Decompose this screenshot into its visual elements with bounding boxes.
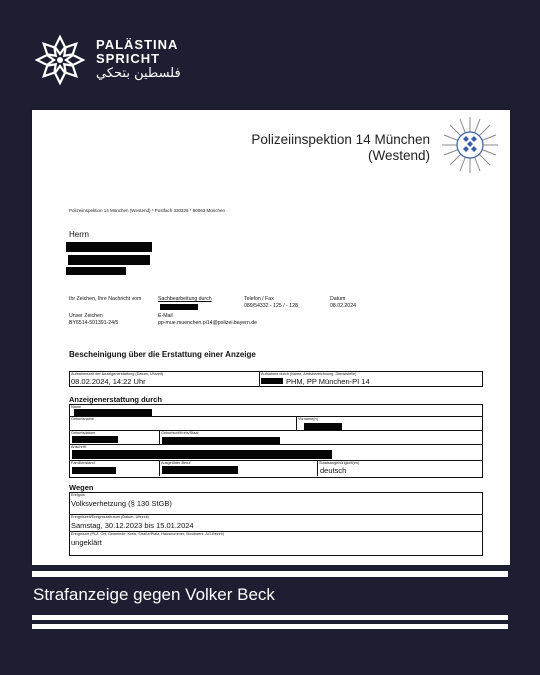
logo-line-1: PALÄSTINA — [96, 37, 179, 52]
bavarian-police-star-icon — [440, 115, 500, 175]
brush-stripe — [32, 571, 508, 577]
station-name — [230, 132, 430, 164]
ereignis-label: Ereignis — [71, 493, 85, 497]
star-ornament-icon — [34, 34, 86, 86]
aufnahme-zeit-value: 08.02.2024, 14:22 Uhr — [71, 377, 146, 386]
beruf-label: Ausgeübter Beruf — [161, 461, 191, 465]
document-title: Bescheinigung über die Erstattung einer Anzeige — [69, 350, 256, 359]
ereignisort-label: Ereignisort (PLZ, Ort, Gemeinde, Kreis, Straße/Platz, Hausnummer, Stockwerk, AG-Bezirk) — [71, 532, 224, 536]
telefon-value: 089/54332 - 125 / - 128 — [244, 303, 298, 309]
brush-stripe — [32, 624, 508, 629]
vorname-label: Vorname(n) — [298, 417, 318, 421]
station-title: Polizeiinspektion 14 München — [251, 132, 430, 147]
redaction-bar — [68, 255, 150, 265]
aufnahme-zeit-label: Aufnahmezeit der Anzeigenerstattung (Datum, Uhrzeit) — [71, 372, 164, 376]
sender-line: Polizeiinspektion 14 München (Westend) * Postfach 330326 * 80063 München — [69, 208, 226, 213]
geburtsdatum-label: Geburtsdatum — [71, 431, 96, 435]
divider — [69, 444, 482, 445]
anschrift-label: Anschrift — [71, 445, 86, 449]
ereignisort-value: ungeklärt — [71, 538, 102, 547]
geburtsort-label: Geburtsort/Kreis/Staat — [161, 431, 199, 435]
redaction-bar — [72, 467, 116, 474]
divider — [296, 416, 297, 430]
redaction-bar — [66, 267, 126, 275]
unser-zeichen-label: Unser Zeichen — [69, 313, 103, 319]
geburtsname-label: Geburtsname — [71, 417, 95, 421]
staatsangehoerigkeit-value: deutsch — [320, 466, 347, 475]
sachbearbeitung-label: Sachbearbeitung durch — [158, 296, 212, 302]
station-subtitle: (Westend) — [367, 148, 430, 163]
ihr-zeichen-label: Ihr Zeichen, Ihre Nachricht vom — [69, 296, 142, 302]
wegen-heading: Wegen — [69, 483, 94, 492]
police-document — [32, 110, 510, 565]
divider — [317, 460, 318, 476]
caption: Strafanzeige gegen Volker Beck — [33, 585, 275, 604]
divider — [159, 460, 160, 476]
datum-label: Datum — [330, 296, 346, 302]
email-label: E-Mail — [158, 313, 173, 319]
email-value: pp-mue.muenchen.pi14@polizei.bayern.de — [158, 320, 257, 326]
erstattung-heading: Anzeigenerstattung durch — [69, 395, 162, 404]
logo-line-arabic: فلسطين بتحكي — [96, 66, 181, 81]
redaction-bar — [261, 378, 283, 384]
name-label: Name — [71, 405, 82, 409]
aufnahme-durch-value: PHM, PP München-PI 14 — [286, 377, 370, 386]
zeitraum-label: Ereigniszeit/Ereigniszeitraum (Datum, Uhrzeit) — [71, 515, 149, 519]
brand-logo — [34, 34, 184, 86]
datum-value: 08.02.2024 — [330, 303, 356, 309]
redaction-bar — [72, 450, 332, 459]
unser-zeichen-value: BY6514-501391-24/5 — [69, 320, 119, 326]
divider — [159, 430, 160, 444]
divider — [69, 430, 482, 431]
staatsangehoerigkeit-label: Staatsangehörigkeit(en) — [319, 461, 360, 465]
aufnahme-durch-label: Aufnahme durch (Name, Amtsbezeichnung, Dienststelle) — [261, 372, 357, 376]
salutation: Herrn — [69, 230, 90, 239]
divider — [259, 371, 260, 386]
brush-stripe — [32, 615, 508, 620]
familienstand-label: Familienstand — [71, 461, 95, 465]
zeitraum-value: Samstag, 30.12.2023 bis 15.01.2024 — [71, 521, 194, 530]
redaction-bar — [66, 242, 152, 252]
redaction-bar — [162, 437, 280, 444]
redaction-bar — [72, 436, 118, 443]
telefon-label: Telefon / Fax — [244, 296, 274, 302]
logo-wordmark — [96, 38, 181, 82]
redaction-bar — [160, 304, 198, 310]
divider — [69, 460, 482, 461]
redaction-bar — [162, 466, 238, 474]
ereignis-value: Volksverhetzung (§ 130 StGB) — [71, 499, 172, 508]
logo-line-2: SPRICHT — [96, 51, 161, 66]
redaction-bar — [304, 423, 342, 430]
redaction-bar — [74, 409, 152, 416]
divider — [69, 416, 482, 417]
